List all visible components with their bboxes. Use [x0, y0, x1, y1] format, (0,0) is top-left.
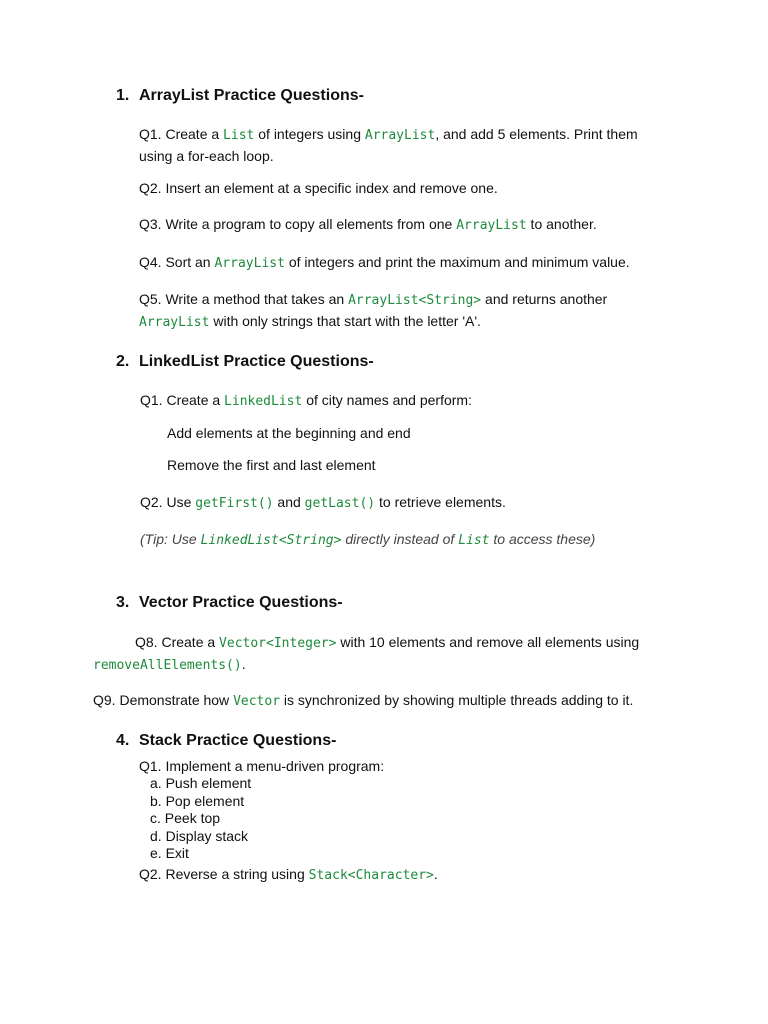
- tip-text: to access these): [489, 531, 596, 547]
- code-snippet: getLast(): [304, 496, 376, 511]
- section-title: Stack Practice Questions-: [139, 732, 337, 749]
- section-number: 3.: [116, 594, 130, 611]
- list-item-text: Peek top: [164, 810, 221, 826]
- sub-item-add: Add elements at the beginning and end: [167, 425, 411, 441]
- list-item: [150, 793, 251, 811]
- code-snippet: getFirst(): [195, 496, 274, 511]
- section-heading-linkedlist: [116, 353, 374, 371]
- question-arraylist-q4: [139, 252, 630, 274]
- question-text: of city names and perform:: [302, 392, 472, 408]
- code-snippet: ArrayList: [214, 256, 285, 271]
- code-snippet: List: [223, 128, 255, 143]
- question-text: using a for-each loop.: [139, 148, 274, 164]
- question-vector-q9: [93, 690, 633, 712]
- question-text: , and add 5 elements. Print them: [435, 126, 638, 142]
- question-text: is synchronized by showing multiple threads adding to it.: [280, 692, 634, 708]
- code-snippet: List: [458, 533, 490, 548]
- list-item-text: Pop element: [165, 792, 245, 809]
- code-snippet: LinkedList: [224, 394, 303, 409]
- section-heading-vector: [116, 594, 343, 612]
- list-item-text: Exit: [165, 845, 189, 861]
- question-text: and returns another: [481, 291, 608, 307]
- question-arraylist-q1: [139, 124, 679, 166]
- code-snippet: removeAllElements(): [93, 658, 242, 673]
- question-text: Q8. Create a: [135, 634, 220, 650]
- code-snippet: ArrayList: [364, 128, 436, 143]
- section-heading-arraylist: [116, 87, 364, 105]
- sub-item-remove: Remove the first and last element: [167, 457, 376, 473]
- question-linkedlist-q1: [140, 390, 472, 412]
- list-marker: c.: [150, 810, 161, 826]
- question-text: Q1. Create a: [140, 392, 225, 408]
- question-text: to another.: [526, 216, 597, 232]
- question-text: of integers using: [254, 126, 365, 142]
- tip-text: (Tip: Use: [140, 531, 201, 547]
- question-arraylist-q2: Q2. Insert an element at a specific index and remove one.: [139, 180, 498, 196]
- question-text: with 10 elements and remove all elements using: [336, 634, 640, 650]
- question-text: to retrieve elements.: [375, 494, 506, 510]
- tip-text: directly instead of: [341, 531, 459, 547]
- question-arraylist-q3: [139, 214, 597, 236]
- section-heading-stack: [116, 732, 336, 750]
- code-snippet: Stack<Character>: [308, 868, 434, 883]
- list-item: [150, 810, 251, 828]
- menu-options-list: [150, 775, 251, 863]
- code-snippet: Vector: [233, 694, 281, 709]
- question-text: of integers and print the maximum and minimum value.: [284, 254, 630, 270]
- code-snippet: ArrayList: [139, 315, 210, 330]
- list-marker: d.: [150, 827, 162, 844]
- question-arraylist-q5: [139, 289, 679, 333]
- question-text: Q2. Use: [140, 494, 196, 510]
- code-snippet: Vector<Integer>: [219, 636, 337, 651]
- question-linkedlist-q2: [140, 492, 506, 514]
- question-text: and: [273, 494, 305, 510]
- list-item: [150, 845, 251, 863]
- list-item: [150, 775, 251, 793]
- section-number: 2.: [116, 353, 130, 370]
- section-number: 4.: [116, 732, 130, 749]
- section-title: ArrayList Practice Questions-: [139, 87, 364, 104]
- question-text: .: [241, 656, 246, 672]
- tip-note: [140, 529, 595, 551]
- section-title: LinkedList Practice Questions-: [139, 353, 374, 370]
- question-text: Q4. Sort an: [139, 254, 215, 270]
- section-title: Vector Practice Questions-: [139, 594, 343, 611]
- question-text: with only strings that start with the letter 'A'.: [209, 313, 481, 329]
- question-stack-q1: Q1. Implement a menu-driven program:: [139, 758, 385, 774]
- code-snippet: LinkedList<String>: [200, 533, 342, 548]
- question-text: Q3. Write a program to copy all elements from one: [139, 216, 457, 232]
- question-text: .: [433, 866, 438, 882]
- list-marker: b.: [150, 792, 162, 809]
- question-vector-q8: [93, 632, 693, 676]
- code-snippet: ArrayList: [456, 218, 527, 233]
- question-text: Q9. Demonstrate how: [93, 692, 234, 708]
- question-text: Q2. Reverse a string using: [139, 866, 309, 882]
- list-item-text: Push element: [165, 775, 252, 791]
- list-marker: a.: [150, 775, 162, 791]
- list-item-text: Display stack: [165, 827, 249, 844]
- question-stack-q2: [139, 864, 438, 886]
- list-item: [150, 828, 251, 846]
- section-number: 1.: [116, 87, 130, 104]
- list-marker: e.: [150, 845, 162, 861]
- question-text: Q1. Create a: [139, 126, 224, 142]
- question-text: Q5. Write a method that takes an: [139, 291, 349, 307]
- code-snippet: ArrayList<String>: [348, 293, 482, 308]
